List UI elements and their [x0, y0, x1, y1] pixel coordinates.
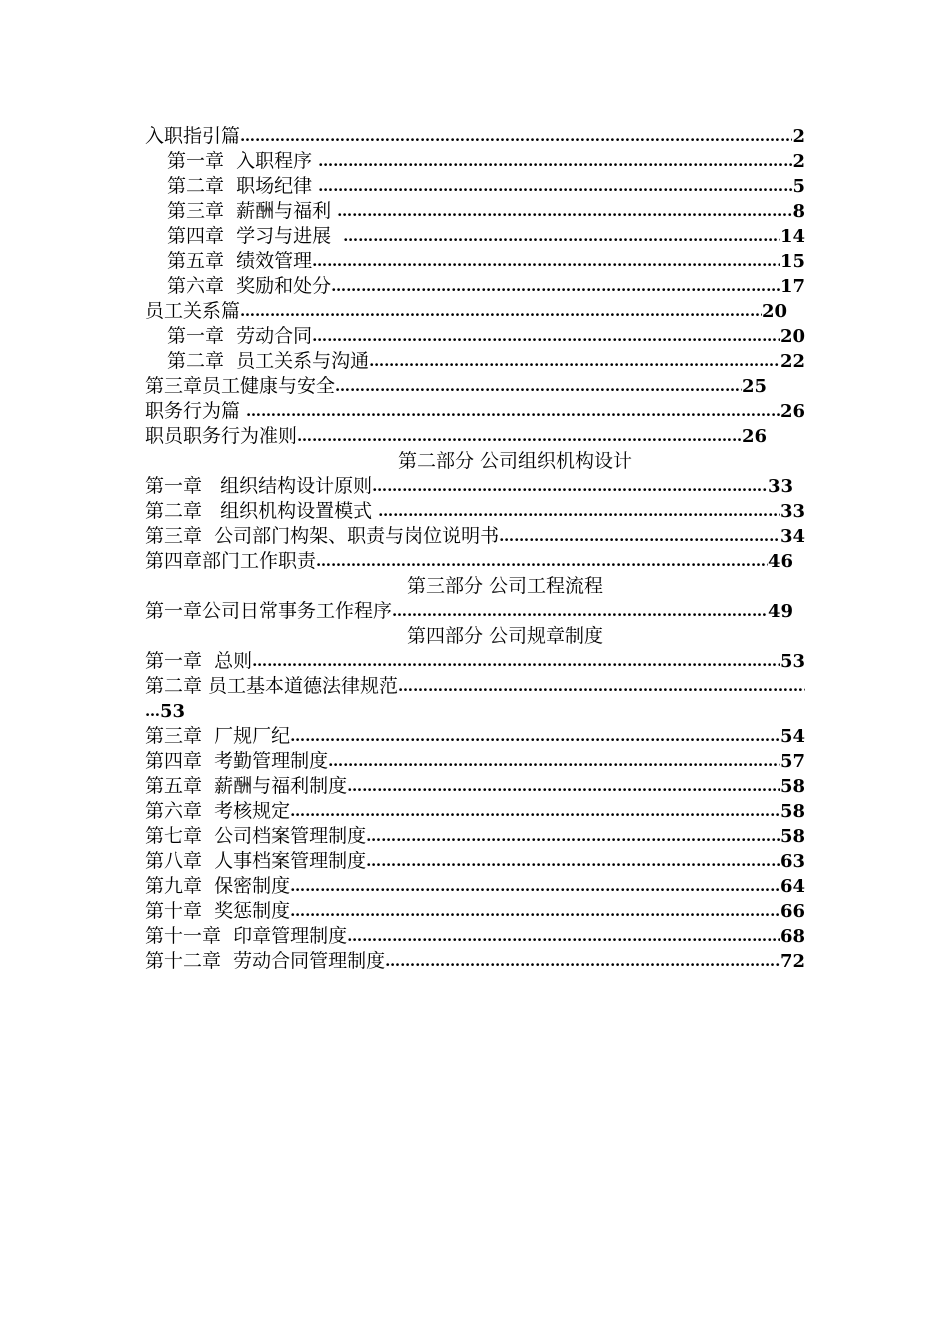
toc-page-number: 64 — [779, 876, 805, 897]
toc-entry-title: 第一章 组织结构设计原则 — [145, 475, 373, 497]
toc-leader-dots — [347, 924, 780, 949]
toc-entry[interactable] — [145, 549, 793, 574]
toc-section-heading — [145, 624, 805, 649]
toc-section-heading — [145, 449, 805, 474]
toc-entry[interactable] — [145, 649, 805, 674]
toc-entry-title: 第二章 员工关系与沟通 — [167, 350, 370, 372]
toc-entry[interactable] — [145, 224, 805, 249]
toc-entry-title: 第四章部门工作职责 — [145, 550, 317, 572]
toc-entry-title: 第三章 公司部门构架、职责与岗位说明书 — [145, 525, 500, 547]
toc-entry-title: 第五章 绩效管理 — [167, 250, 313, 272]
toc-leader-dots — [318, 149, 792, 174]
toc-entry[interactable] — [145, 274, 805, 299]
toc-entry[interactable] — [145, 374, 767, 399]
toc-page-number: 26 — [741, 426, 767, 447]
toc-entry[interactable] — [145, 174, 805, 199]
toc-leader-dots — [297, 424, 742, 449]
toc-page-number: 58 — [779, 776, 805, 797]
toc-leader-dots — [347, 774, 780, 799]
toc-entry[interactable] — [145, 324, 805, 349]
toc-entry[interactable] — [145, 499, 805, 524]
toc-page-number: 15 — [779, 251, 805, 272]
toc-leader-dots — [331, 274, 780, 299]
toc-entry[interactable] — [145, 799, 805, 824]
toc-entry[interactable] — [145, 124, 805, 149]
toc-page-number: 53 — [779, 651, 805, 672]
toc-entry-title: 员工关系篇 — [145, 300, 241, 322]
toc-entry[interactable] — [145, 199, 805, 224]
toc-page-number: 63 — [779, 851, 805, 872]
toc-entry[interactable] — [145, 349, 805, 374]
toc-entry-title: 第二章 组织机构设置模式 — [145, 500, 379, 522]
toc-leader-dots — [398, 674, 805, 699]
toc-page-number: 5 — [792, 176, 805, 197]
toc-leader-dots — [328, 749, 780, 774]
toc-section-heading-text: 第四部分 公司规章制度 — [406, 625, 604, 647]
toc-entry[interactable] — [145, 299, 787, 324]
toc-entry[interactable] — [145, 524, 805, 549]
toc-page-number: 46 — [767, 551, 793, 572]
toc-page-number: 20 — [761, 301, 787, 322]
table-of-contents — [145, 124, 805, 974]
toc-leader-dots — [337, 199, 792, 224]
toc-entry-title: 第十章 奖惩制度 — [145, 900, 291, 922]
toc-entry-title: 第七章 公司档案管理制度 — [145, 825, 367, 847]
toc-entry[interactable] — [145, 599, 793, 624]
toc-page-number: 26 — [779, 401, 805, 422]
toc-entry-title: 职务行为篇 — [145, 400, 247, 422]
toc-entry-title: 第三章 厂规厂纪 — [145, 725, 291, 747]
toc-entry-title: 第十一章 印章管理制度 — [145, 925, 348, 947]
toc-entry-title: 第五章 薪酬与福利制度 — [145, 775, 348, 797]
toc-entry[interactable] — [145, 724, 805, 749]
toc-page-number: 58 — [779, 826, 805, 847]
toc-page-number: 68 — [779, 926, 805, 947]
toc-leader-dots — [343, 224, 780, 249]
toc-leader-dots — [246, 399, 780, 424]
toc-entry[interactable] — [145, 749, 805, 774]
toc-page-number: 54 — [779, 726, 805, 747]
toc-entry-title: 第八章 人事档案管理制度 — [145, 850, 367, 872]
toc-entry[interactable] — [145, 149, 805, 174]
toc-leader-dots — [366, 849, 780, 874]
toc-leader-dots — [290, 899, 780, 924]
toc-entry-title: 第四章 考勤管理制度 — [145, 750, 329, 772]
toc-entry-title: 第二章 职场纪律 — [167, 175, 319, 197]
toc-page-number: 34 — [779, 526, 805, 547]
toc-entry[interactable] — [145, 474, 793, 499]
toc-leader-dots — [312, 249, 780, 274]
toc-leader-dots — [372, 474, 768, 499]
toc-entry-title: 第二章 员工基本道德法律规范 — [145, 675, 399, 697]
toc-entry-title: 第十二章 劳动合同管理制度 — [145, 950, 386, 972]
toc-page-number: 72 — [779, 951, 805, 972]
toc-entry-continuation — [145, 699, 805, 724]
toc-entry[interactable] — [145, 849, 805, 874]
toc-entry[interactable] — [145, 424, 767, 449]
toc-leader-dots — [499, 524, 780, 549]
toc-leader-dots — [378, 499, 780, 524]
toc-leader-dots — [240, 299, 762, 324]
toc-leader-dots — [366, 824, 780, 849]
toc-page-number: 2 — [792, 151, 805, 172]
toc-entry-title: 第六章 奖励和处分 — [167, 275, 332, 297]
toc-page-number: 53 — [160, 701, 186, 722]
toc-entry[interactable] — [145, 674, 805, 699]
toc-leader-dots — [385, 949, 780, 974]
toc-entry[interactable] — [145, 774, 805, 799]
toc-page-number: 57 — [779, 751, 805, 772]
toc-leader-dots — [316, 549, 768, 574]
toc-entry[interactable] — [145, 924, 805, 949]
toc-page-number: 49 — [767, 601, 793, 622]
toc-leader-dots — [312, 324, 780, 349]
toc-entry[interactable] — [145, 824, 805, 849]
toc-section-heading-text: 第三部分 公司工程流程 — [406, 575, 604, 597]
toc-entry-title: 第三章 薪酬与福利 — [167, 200, 338, 222]
toc-leader-dots — [392, 599, 768, 624]
toc-entry-title: 第一章 劳动合同 — [167, 325, 313, 347]
toc-entry-title: 职员职务行为准则 — [145, 425, 298, 447]
toc-page-number: 22 — [779, 351, 805, 372]
toc-entry-title: 第一章公司日常事务工作程序 — [145, 600, 393, 622]
toc-entry[interactable] — [145, 899, 805, 924]
toc-entry-title: 入职指引篇 — [145, 125, 241, 147]
toc-page-number: 33 — [779, 501, 805, 522]
toc-page-number: 33 — [767, 476, 793, 497]
toc-page-number: 66 — [779, 901, 805, 922]
toc-section-heading — [145, 574, 805, 599]
toc-entry[interactable] — [145, 399, 805, 424]
toc-leader-dots — [318, 174, 792, 199]
toc-entry-title: 第九章 保密制度 — [145, 875, 291, 897]
toc-leader-dots — [290, 799, 780, 824]
toc-leader-dots — [252, 649, 780, 674]
toc-entry[interactable] — [145, 949, 805, 974]
toc-page-number: 20 — [779, 326, 805, 347]
toc-leader-dots — [290, 874, 780, 899]
toc-page-number: 2 — [792, 126, 805, 147]
toc-leader-dots — [369, 349, 780, 374]
toc-entry[interactable] — [145, 249, 805, 274]
toc-leader-dots — [290, 724, 780, 749]
toc-page-number: 25 — [741, 376, 767, 397]
toc-entry[interactable] — [145, 874, 805, 899]
toc-entry-title: 第四章 学习与进展 — [167, 225, 344, 247]
toc-section-heading-text: 第二部分 公司组织机构设计 — [397, 450, 633, 472]
toc-leader-dots — [240, 124, 792, 149]
toc-entry-title: 第三章员工健康与安全 — [145, 375, 336, 397]
toc-page-number: 58 — [779, 801, 805, 822]
toc-entry-title: 第六章 考核规定 — [145, 800, 291, 822]
toc-entry-title: 第一章 总则 — [145, 650, 253, 672]
toc-leader-dots: … — [145, 702, 160, 720]
toc-leader-dots — [335, 374, 742, 399]
toc-entry-title: 第一章 入职程序 — [167, 150, 319, 172]
toc-page-number: 8 — [792, 201, 805, 222]
toc-page-number: 17 — [779, 276, 805, 297]
toc-page-number: 14 — [779, 226, 805, 247]
